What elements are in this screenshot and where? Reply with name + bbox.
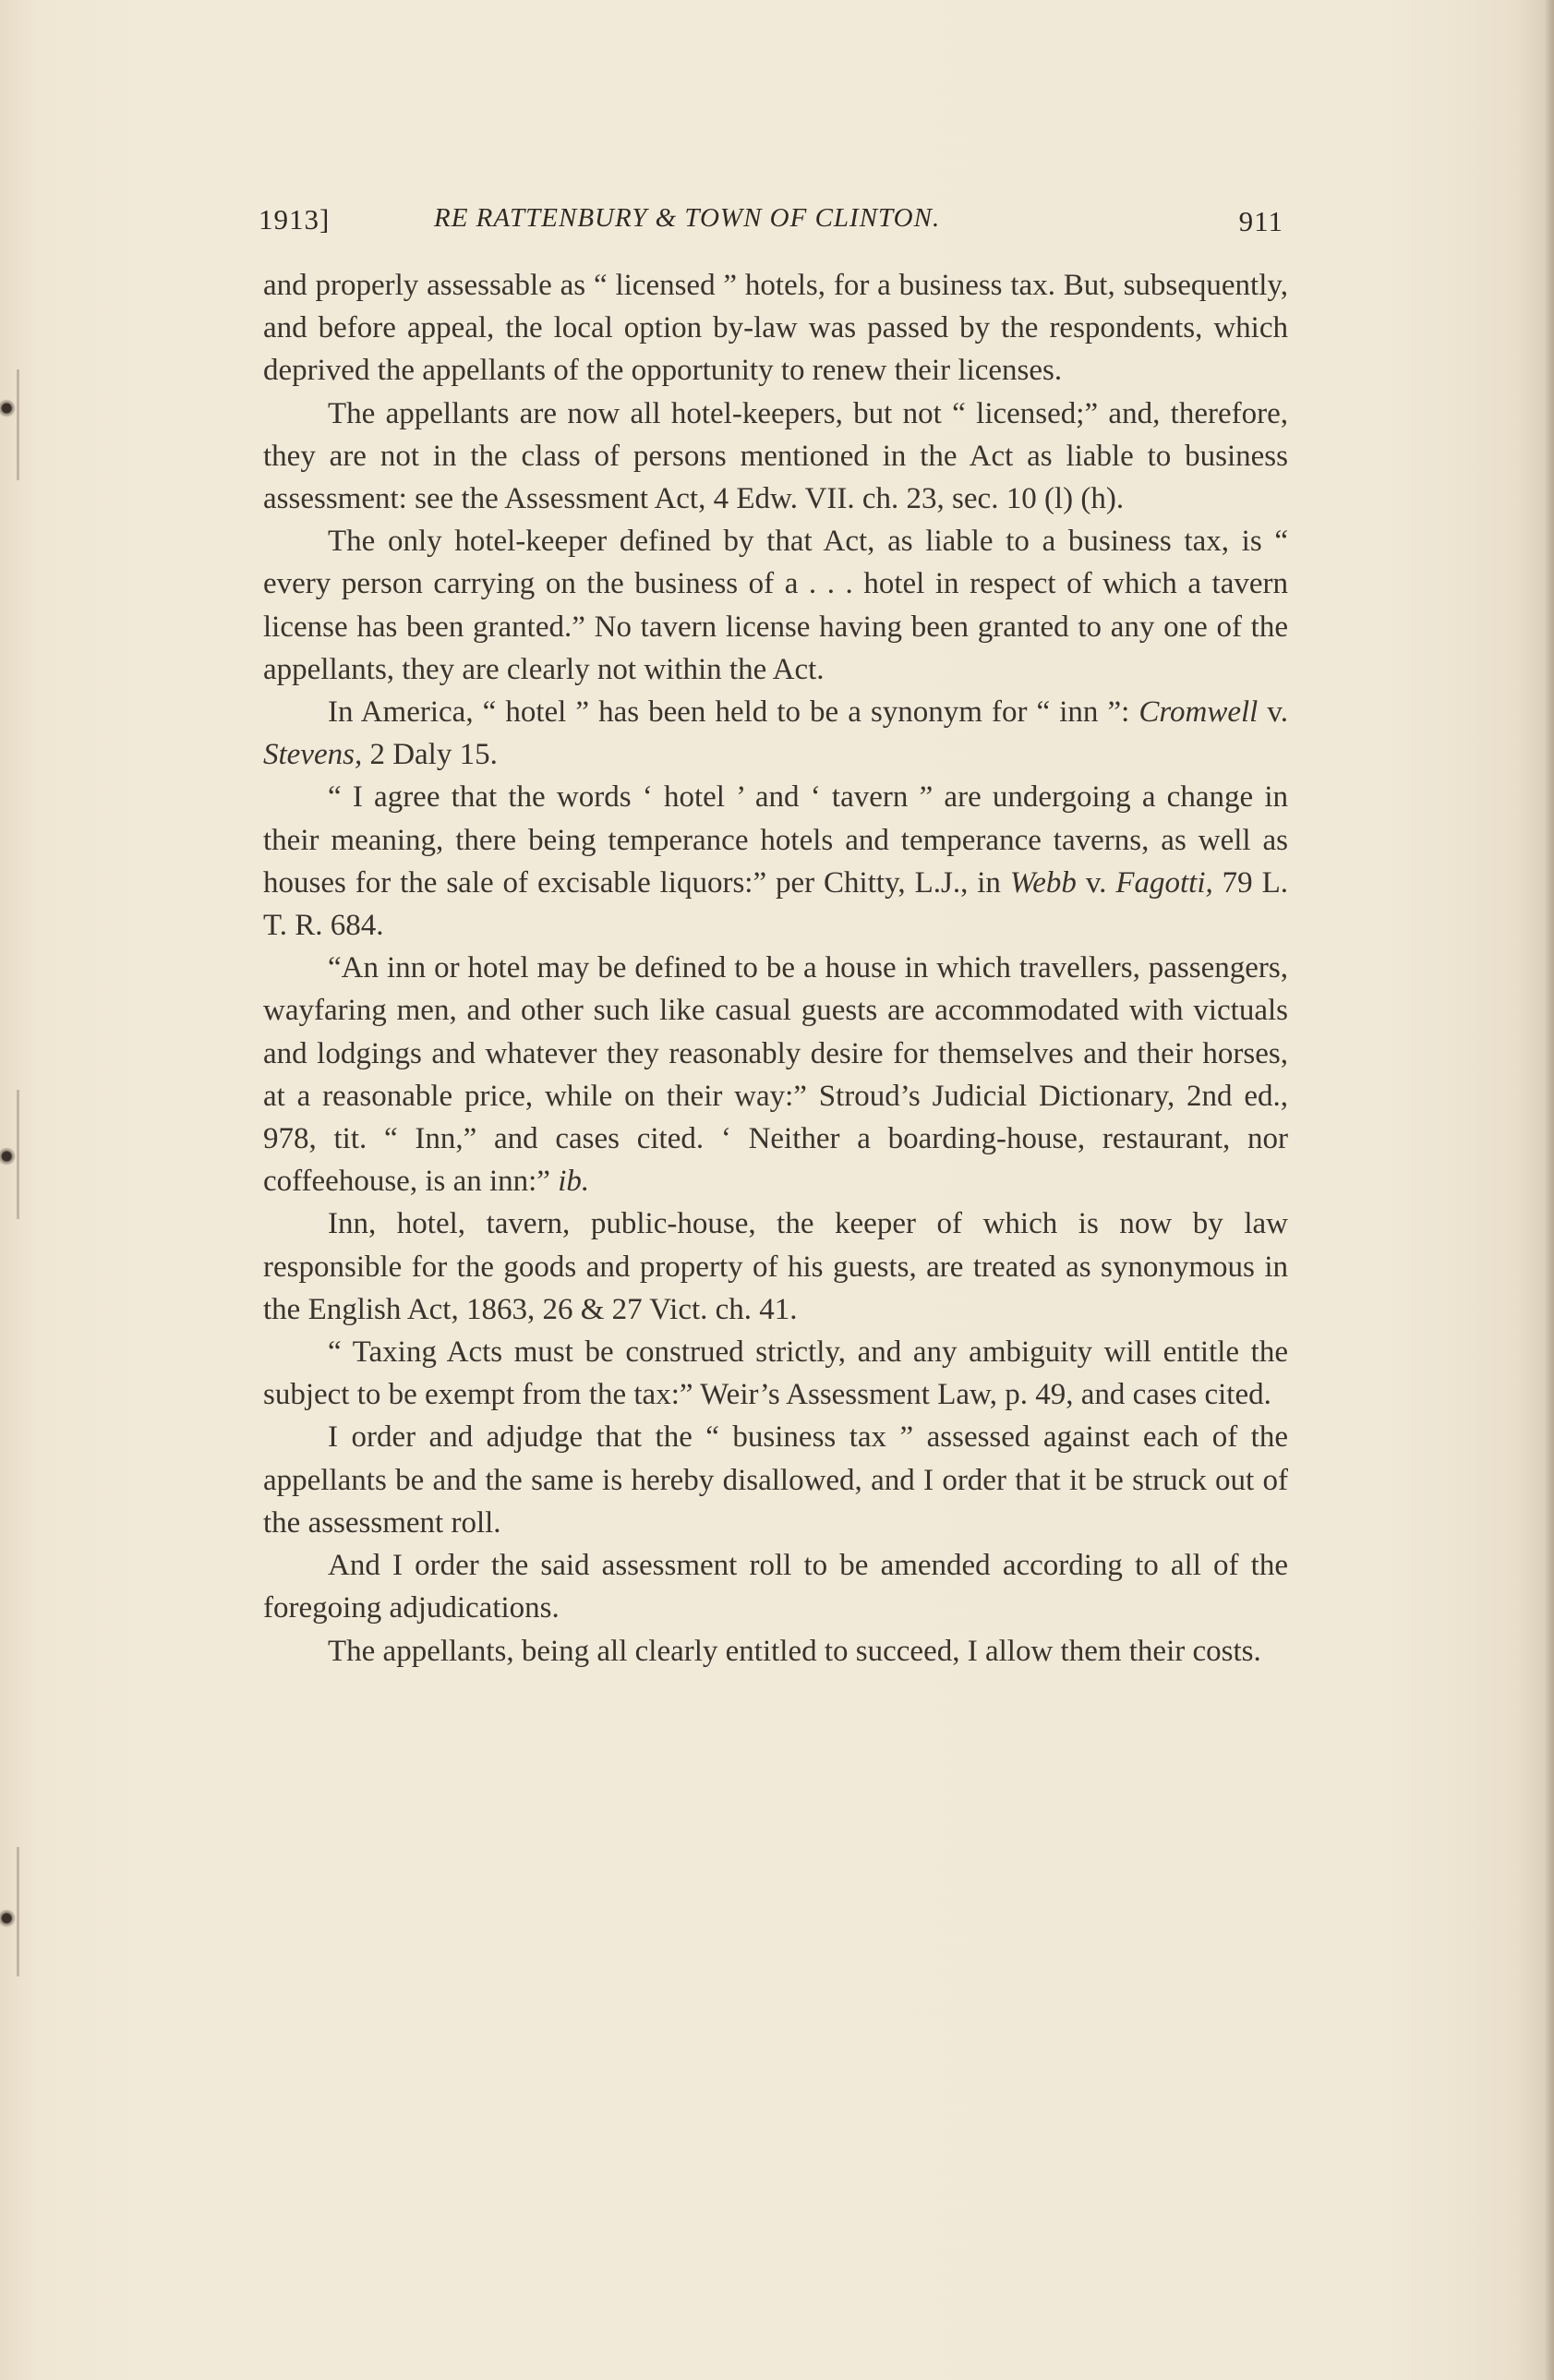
text-run: I order and adjudge that the “ business tax ” assessed against each of the appellants be and the same is hereby disallowed, and I order that it be struck out of the assessment roll. <box>263 1420 1288 1540</box>
text-run: “ I agree that the words ‘ hotel ’ and ‘ tavern ” are undergoing a change in their meaning, there being temperance hotels and temperance taverns, as well as houses for the sale of excisable liquors:” per Chitty, L.J., in <box>263 780 1288 900</box>
text-run: Inn, hotel, tavern, public-house, the keeper of which is now by law responsible for the goods and property of his guests, are treated as synonymous in the English Act, 1863, 26 & 27 Vict. ch. 41. <box>263 1207 1288 1326</box>
running-title: RE RATTENBURY & TOWN OF CLINTON. <box>434 203 941 233</box>
paragraph <box>263 1544 1288 1629</box>
paragraph <box>263 1202 1288 1331</box>
text-run: And I order the said assessment roll to be amended according to all of the foregoing adjudications. <box>263 1549 1288 1625</box>
text-run: “ Taxing Acts must be construed strictly, and any ambiguity will entitle the subject to be exempt from the tax:” Weir’s Assessment Law, p. 49, and cases cited. <box>263 1335 1288 1412</box>
text-run: 2 Daly 15. <box>362 738 498 772</box>
page-number: 911 <box>1238 205 1283 237</box>
binding-gutter-line <box>17 1847 19 1976</box>
paragraph <box>263 1331 1288 1416</box>
paragraph <box>263 691 1288 776</box>
paragraph <box>263 1416 1288 1544</box>
text-run: 79 L. T. R. 684. <box>263 865 1288 943</box>
text-run: In America, “ hotel ” has been held to be a synonym for “ inn ”: <box>328 695 1139 730</box>
binding-gutter-line <box>17 369 19 480</box>
italic-case-name: Cromwell <box>1138 695 1259 730</box>
paragraph <box>263 947 1288 1202</box>
running-header <box>259 194 1283 249</box>
text-run: “An inn or hotel may be defined to be a house in which travellers, passengers, wayfaring men, and other such like casual guests are accommodated with victuals and lodgings and whatever they reasonably desire for themselves and their horses, at a reasonable price, while on their way:” Stroud’s Judicial Dictionary, 2nd ed., 978, tit. “ Inn,” and cases cited. ‘ Neither a boarding-house, restaurant, nor coffeehouse, is an inn:” <box>263 951 1288 1199</box>
italic-case-name: Stevens, <box>263 738 363 772</box>
paragraph <box>263 1630 1288 1673</box>
text-run: The appellants are now all hotel-keepers, but not “ licensed;” and, therefore, they are not in the class of persons mentioned in the Act as liable to business assessment: see the Assessment Act, 4 Edw. VII. ch. 23, sec. 10 (l) (h). <box>263 396 1288 516</box>
text-run: The only hotel-keeper defined by that Act, as liable to a business tax, is “ every person carrying on the business of a . . . hotel in respect of which a tavern license has been granted.” No tavern license having been granted to any one of the appellants, they are clearly not within the Act. <box>263 525 1288 686</box>
header-year: 1913] <box>259 203 331 236</box>
paragraph <box>263 264 1288 393</box>
text-run: v. <box>1076 865 1116 900</box>
text-run: The appellants, being all clearly entitled to succeed, I allow them their costs. <box>328 1634 1261 1668</box>
binding-stitch-mark <box>0 1145 17 1167</box>
italic-case-name: Webb <box>1009 865 1077 900</box>
binding-gutter-line <box>17 1090 19 1219</box>
binding-stitch-mark <box>0 397 17 419</box>
text-run: v. <box>1258 695 1288 730</box>
italic-case-name: Fagotti, <box>1115 865 1213 900</box>
italic-case-name: ib. <box>558 1165 590 1199</box>
binding-stitch-mark <box>0 1907 17 1929</box>
body-text <box>263 264 1288 1673</box>
page-edge-shadow <box>1545 0 1554 2380</box>
paragraph <box>263 776 1288 947</box>
paragraph <box>263 520 1288 691</box>
text-run: and properly assessable as “ licensed ” hotels, for a business tax. But, subsequently, and before appeal, the local option by-law was passed by the respondents, which deprived the appellants of the opportunity to renew their licenses. <box>263 269 1288 388</box>
paragraph <box>263 393 1288 521</box>
